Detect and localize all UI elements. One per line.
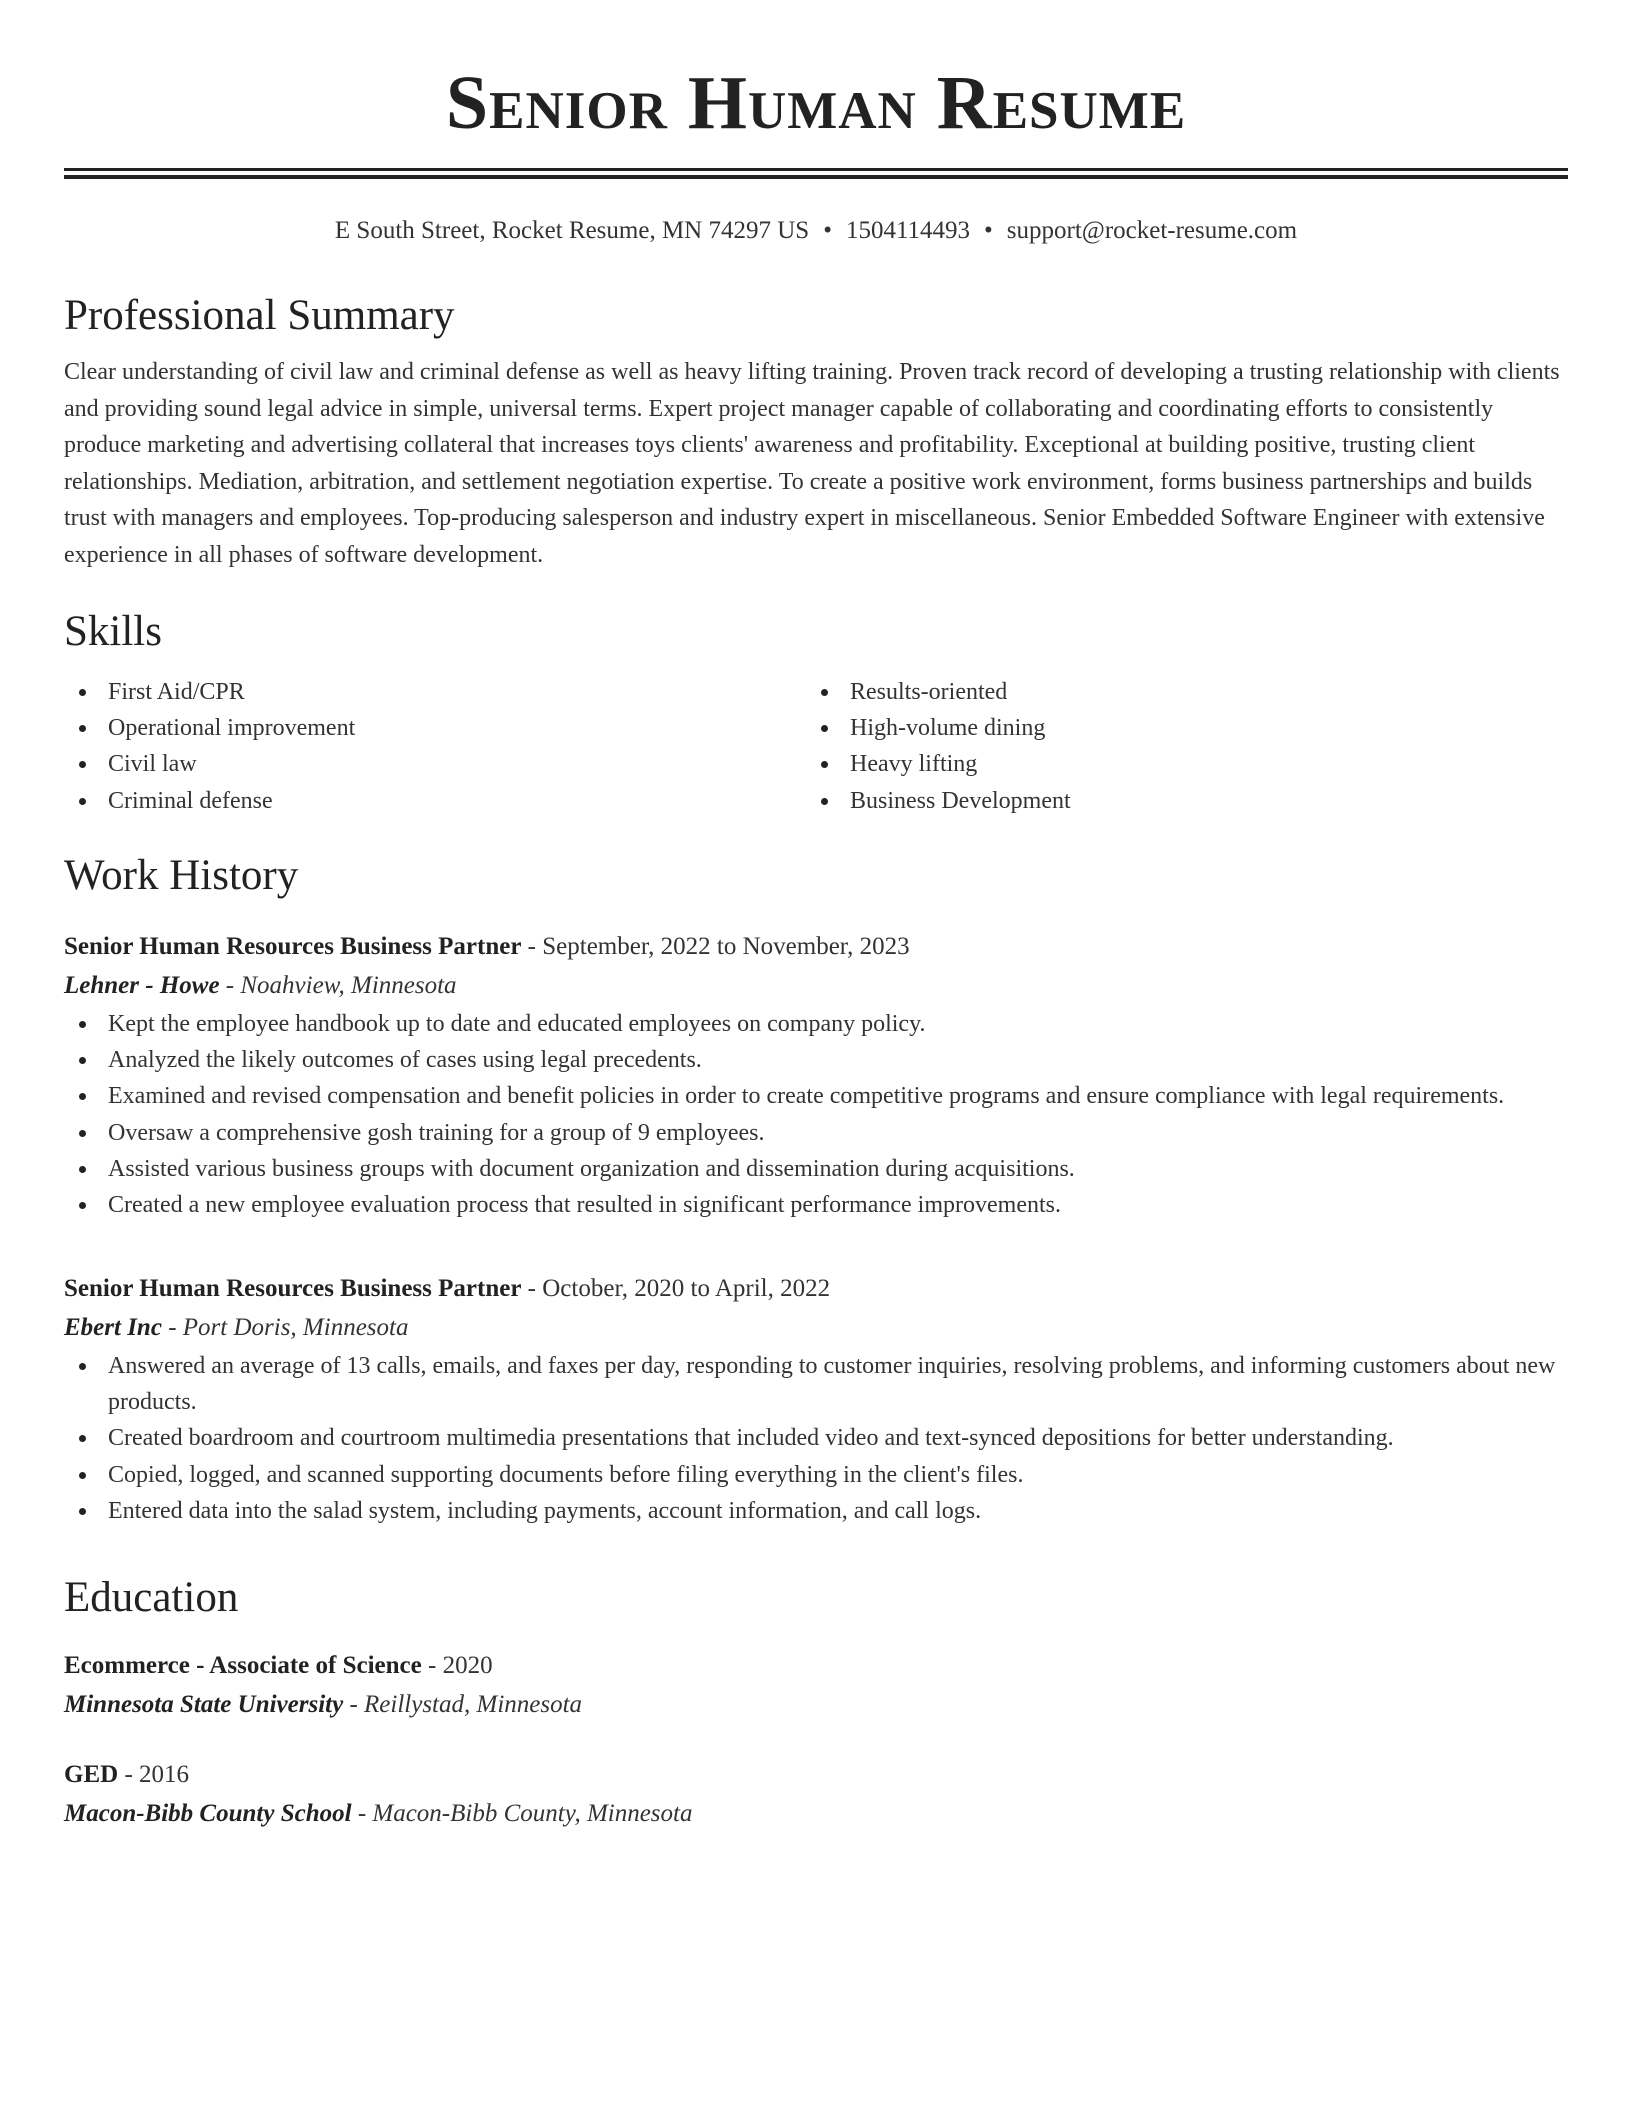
- contact-email: support@rocket-resume.com: [1006, 217, 1298, 244]
- work-history-heading: Work History: [64, 852, 299, 899]
- work-history-section: [64, 848, 1568, 904]
- job-duty-item: Oversaw a comprehensive gosh training for a group of 9 employees.: [64, 1115, 1568, 1151]
- degree-year: 2020: [442, 1652, 493, 1679]
- job-entry: [64, 928, 1568, 1223]
- skills-list-right: [806, 674, 1506, 819]
- job-title-line: Senior Human Resources Business Partner - October, 2020 to April, 2022: [64, 1275, 831, 1302]
- title-divider-thick: [64, 175, 1568, 179]
- job-duty-item: Analyzed the likely outcomes of cases using legal precedents.: [64, 1042, 1568, 1078]
- skills-section: [64, 604, 1568, 824]
- skill-item: High-volume dining: [806, 710, 1506, 746]
- job-entry: [64, 1270, 1568, 1529]
- skills-heading: Skills: [64, 608, 162, 655]
- title-divider-thin: [64, 168, 1568, 171]
- skills-columns: [64, 674, 1568, 824]
- job-dates: September, 2022 to November, 2023: [542, 933, 910, 960]
- job-dates: October, 2020 to April, 2022: [542, 1275, 831, 1302]
- contact-address: E South Street, Rocket Resume, MN 74297 US: [334, 217, 810, 244]
- contact-phone: 1504114493: [845, 217, 971, 244]
- education-entry: [64, 1647, 1568, 1725]
- education-entry: [64, 1756, 1568, 1834]
- skills-list-left: [64, 674, 764, 819]
- resume-title: Senior Human Resume: [445, 61, 1187, 145]
- job-duties-list: [64, 1348, 1568, 1529]
- degree-name: Ecommerce - Associate of Science: [64, 1652, 422, 1679]
- summary-heading: Professional Summary: [64, 292, 455, 339]
- skill-item: Civil law: [64, 746, 764, 782]
- school-location: Reillystad, Minnesota: [364, 1691, 583, 1718]
- degree-line: GED - 2016: [64, 1761, 190, 1788]
- job-duty-item: Entered data into the salad system, including payments, account information, and call logs.: [64, 1493, 1568, 1529]
- skill-item: Operational improvement: [64, 710, 764, 746]
- job-duty-item: Created boardroom and courtroom multimedia presentations that included video and text-synced depositions for better understanding.: [64, 1420, 1568, 1456]
- job-duty-item: Copied, logged, and scanned supporting documents before filing everything in the client's files.: [64, 1457, 1568, 1493]
- job-duty-item: Answered an average of 13 calls, emails, and faxes per day, responding to customer inquiries, resolving problems, and informing customers about new products.: [64, 1348, 1568, 1420]
- skill-item: Criminal defense: [64, 783, 764, 819]
- job-company: Lehner - Howe: [64, 972, 220, 999]
- job-company: Ebert Inc: [64, 1314, 162, 1341]
- job-duties-list: [64, 1006, 1568, 1223]
- skill-item: First Aid/CPR: [64, 674, 764, 710]
- school-line: Minnesota State University - Reillystad, Minnesota: [64, 1691, 583, 1718]
- job-duty-item: Created a new employee evaluation process that resulted in significant performance improvements.: [64, 1187, 1568, 1223]
- contact-separator: •: [984, 217, 993, 244]
- job-duty-item: Examined and revised compensation and benefit policies in order to create competitive programs and ensure compliance with legal requirements.: [64, 1078, 1568, 1114]
- skill-item: Business Development: [806, 783, 1506, 819]
- school-name: Minnesota State University: [64, 1691, 344, 1718]
- contact-line: [0, 214, 1632, 248]
- job-location: Noahview, Minnesota: [240, 972, 457, 999]
- degree-line: Ecommerce - Associate of Science - 2020: [64, 1652, 493, 1679]
- job-title-line: Senior Human Resources Business Partner - September, 2022 to November, 2023: [64, 933, 910, 960]
- degree-name: GED: [64, 1761, 119, 1788]
- job-duty-item: Kept the employee handbook up to date and educated employees on company policy.: [64, 1006, 1568, 1042]
- skill-item: Heavy lifting: [806, 746, 1506, 782]
- skill-item: Results-oriented: [806, 674, 1506, 710]
- job-company-line: Ebert Inc - Port Doris, Minnesota: [64, 1314, 409, 1341]
- education-heading: Education: [64, 1574, 239, 1621]
- summary-section: [64, 288, 1568, 574]
- school-line: Macon-Bibb County School - Macon-Bibb County, Minnesota: [64, 1800, 693, 1827]
- school-location: Macon-Bibb County, Minnesota: [372, 1800, 693, 1827]
- job-company-line: Lehner - Howe - Noahview, Minnesota: [64, 972, 457, 999]
- job-duty-item: Assisted various business groups with document organization and dissemination during acquisitions.: [64, 1151, 1568, 1187]
- education-section: [64, 1570, 1568, 1626]
- degree-year: 2016: [139, 1761, 190, 1788]
- job-title: Senior Human Resources Business Partner: [64, 933, 522, 960]
- school-name: Macon-Bibb County School: [64, 1800, 352, 1827]
- job-title: Senior Human Resources Business Partner: [64, 1275, 522, 1302]
- contact-separator: •: [823, 217, 832, 244]
- job-location: Port Doris, Minnesota: [182, 1314, 409, 1341]
- summary-text: Clear understanding of civil law and criminal defense as well as heavy lifting training. Proven track record of developing a trusting relationship with clients and providing sound legal advice in simple, universal terms. Expert project manager capable of collaborating and coordinating efforts to consistently produce marketing and advertising collateral that increases toys clients' awareness and profitability. Exceptional at building positive, trusting client relationships. Mediation, arbitration, and settlement negotiation expertise. To create a positive work environment, forms business partnerships and builds trust with managers and employees. Top-producing salesperson and industry expert in miscellaneous. Senior Embedded Software Engineer with extensive experience in all phases of software development.: [64, 359, 1560, 568]
